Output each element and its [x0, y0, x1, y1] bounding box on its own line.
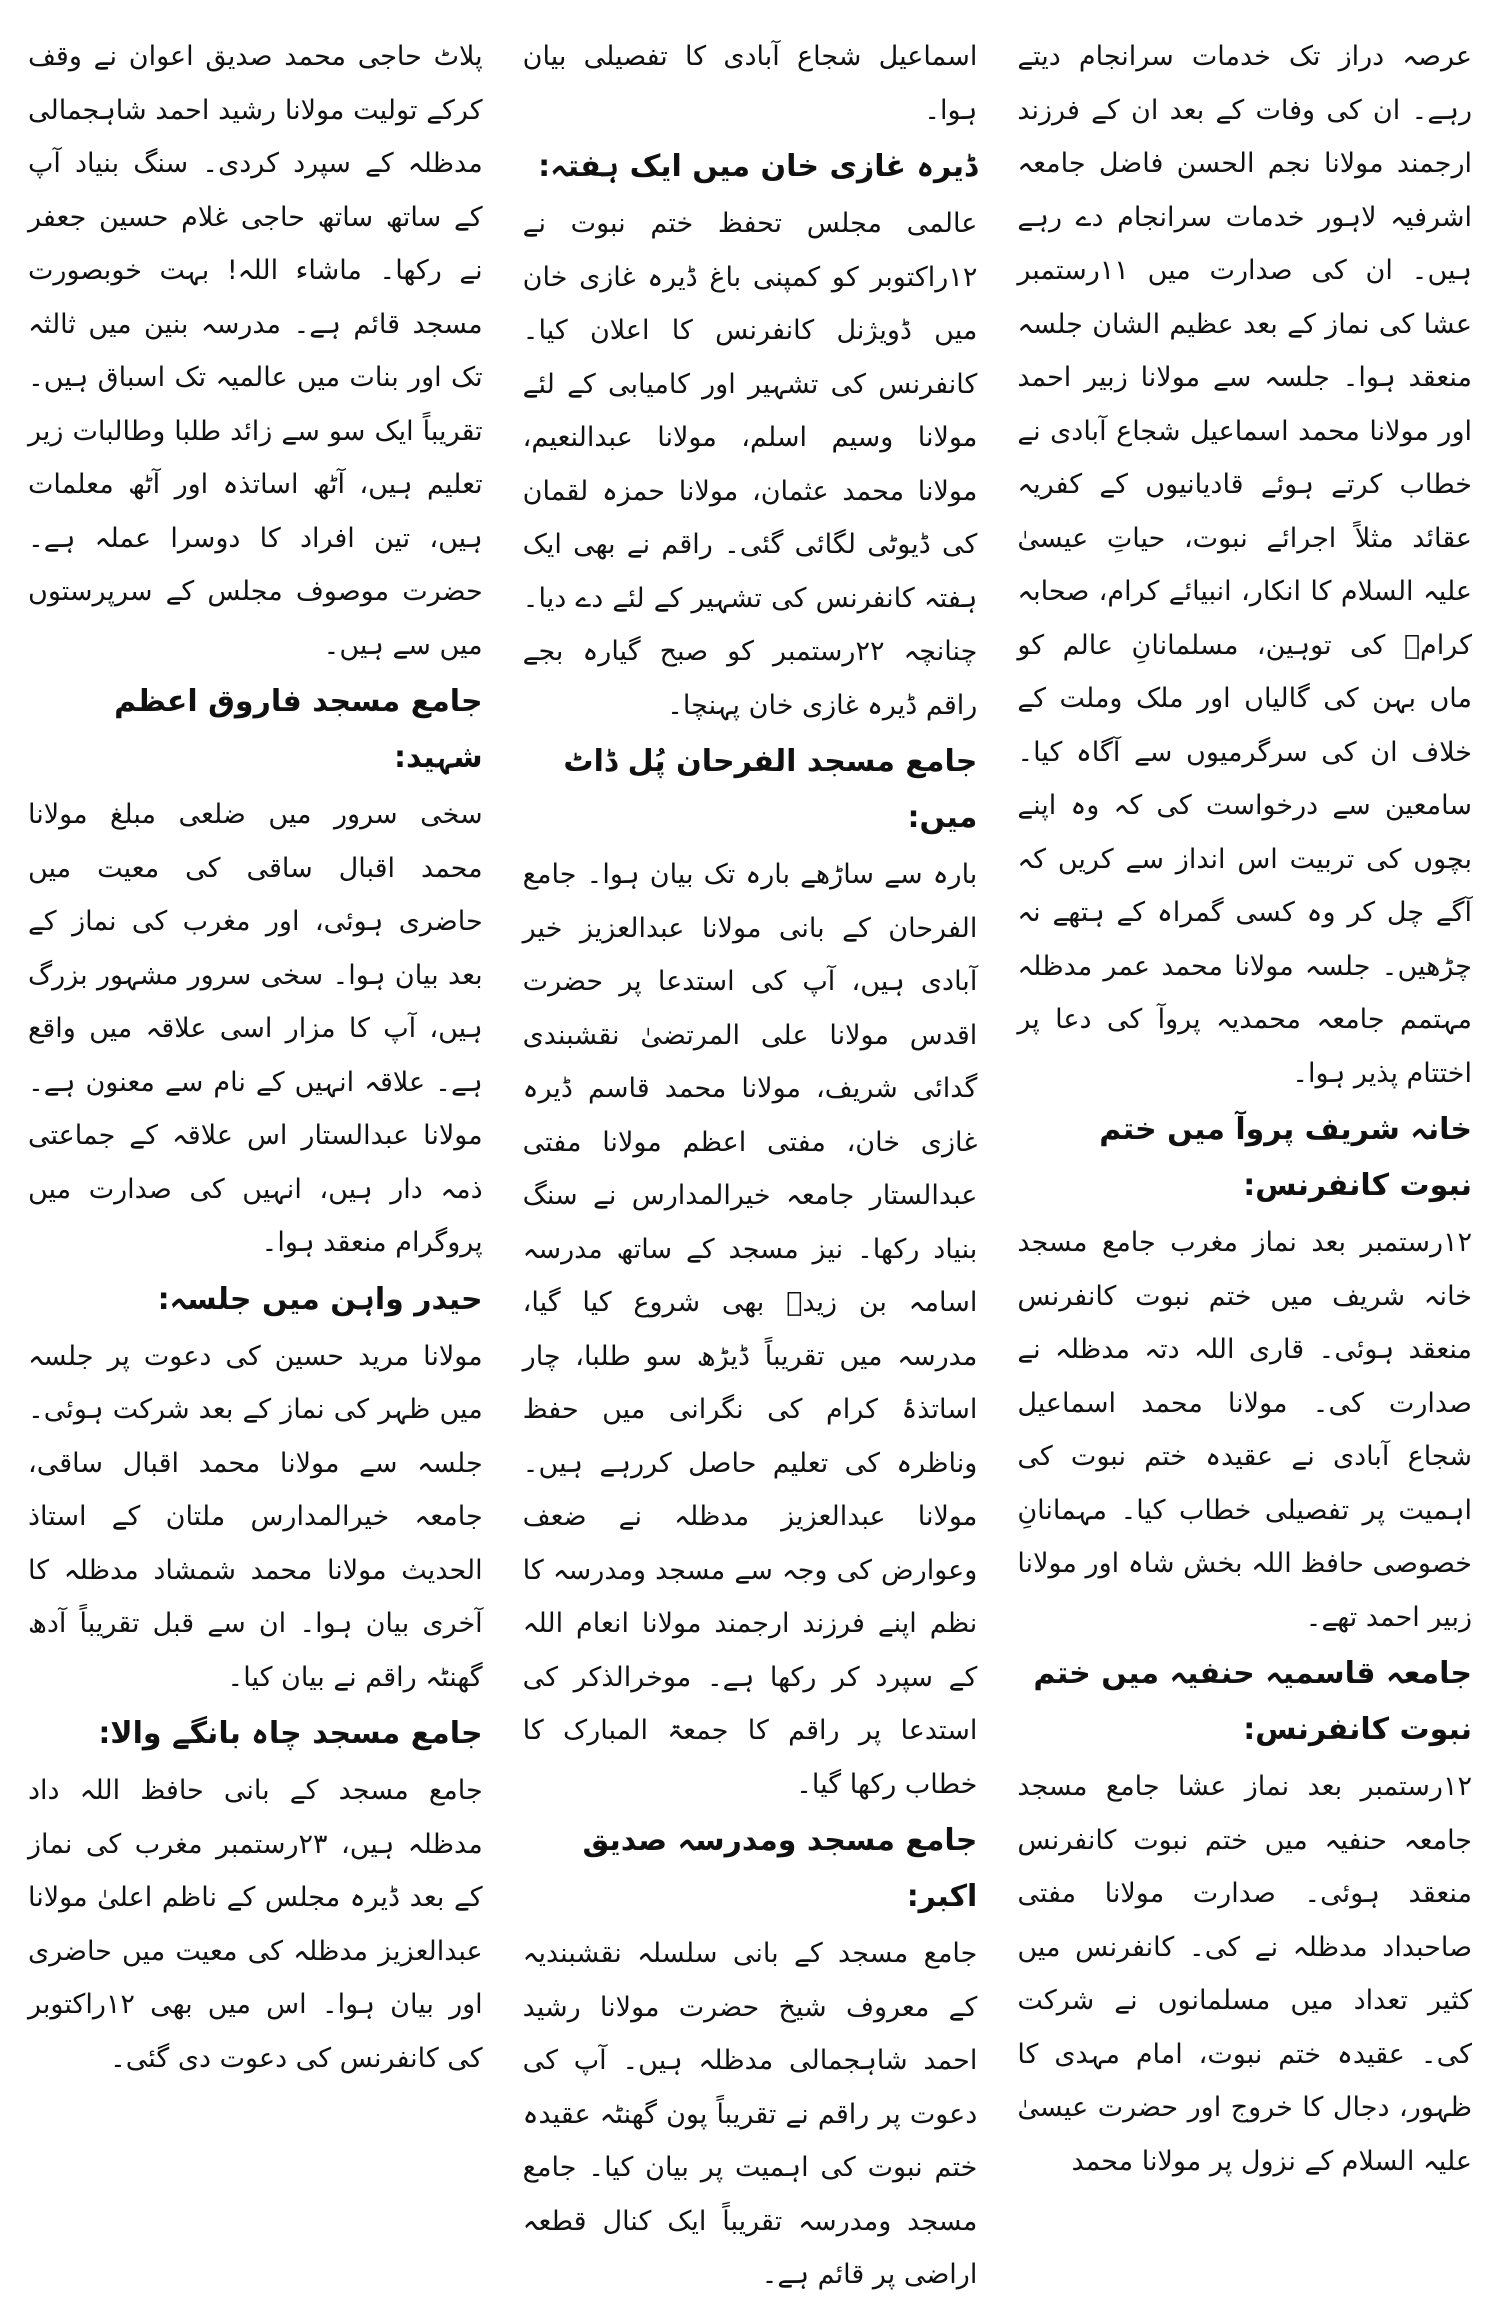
section-heading: جامعہ قاسمیہ حنفیہ میں ختم نبوت کانفرنس: [1033, 1656, 1472, 1747]
paragraph: پلاٹ حاجی محمد صدیق اعوان نے وقف کرکے تولیت مولانا رشید احمد شاہجمالی مدظلہ کے سپرد کردی۔ سنگ بنیاد آپ کے ساتھ ساتھ حاجی غلام حسین جعفر نے رکھا۔ ماشاء اللہ! بہت خوبصورت مسجد قائم ہے۔ مدرسہ بنین میں ثالثہ تک اور بنات میں عالمیہ تک اسباق ہیں۔ تقریباً ایک سو سے زائد طلبا وطالبات زیر تعلیم ہیں، آٹھ اساتذہ اور آٹھ معلمات ہیں، تین افراد کا دوسرا عملہ ہے۔ حضرت موصوف مجلس کے سرپرستوں میں سے ہیں۔ [27, 41, 483, 661]
section-heading: خانہ شریف پروآ میں ختم نبوت کانفرنس: [1099, 1112, 1472, 1203]
section-heading: جامع مسجد ومدرسہ صدیق اکبر: [582, 1823, 978, 1914]
paragraph: عرصہ دراز تک خدمات سرانجام دیتے رہے۔ ان کی وفات کے بعد ان کے فرزند ارجمند مولانا نجم الحسن فاضل جامعہ اشرفیہ لاہور خدمات سرانجام دے رہے ہیں۔ ان کی صدارت میں ۱۱رستمبر عشا کی نماز کے بعد عظیم الشان جلسہ منعقد ہوا۔ جلسہ سے مولانا زبیر احمد اور مولانا محمد اسماعیل شجاع آبادی نے خطاب کرتے ہوئے قادیانیوں کے کفریہ عقائد مثلاً اجرائے نبوت، حیاتِ عیسیٰ علیہ السلام کا انکار، انبیائے کرام، صحابہ کرامؓ کی توہین، مسلمانانِ عالم کو ماں بہن کی گالیاں اور ملک وملت کے خلاف ان کی سرگرمیوں سے آگاہ کیا۔ سامعین سے درخواست کی کہ وہ اپنے بچوں کی تربیت اس انداز سے کریں کہ آگے چل کر وہ کسی گمراہ کے ہتھے نہ چڑھیں۔ جلسہ مولانا محمد عمر مدظلہ مہتمم جامعہ محمدیہ پروآ کی دعا پر اختتام پذیر ہوا۔ [1017, 41, 1472, 1089]
section-heading: جامع مسجد چاہ بانگے والا: [98, 1716, 483, 1751]
paragraph: سخی سرور میں ضلعی مبلغ مولانا محمد اقبال ساقی کی معیت میں حاضری ہوئی، اور مغرب کی نماز کے بعد بیان ہوا۔ سخی سرور مشہور بزرگ ہیں، آپ کا مزار اسی علاقہ میں واقع ہے۔ علاقہ انہیں کے نام سے معنون ہے۔ مولانا عبدالستار اس علاقہ کے جماعتی ذمہ دار ہیں، انہیں کی صدارت میں پروگرام منعقد ہوا۔ [27, 799, 483, 1258]
paragraph: بارہ سے ساڑھے بارہ تک بیان ہوا۔ جامع الفرحان کے بانی مولانا عبدالعزیز خیر آبادی ہیں، آپ کی استدعا پر حضرت اقدس مولانا علی المرتضیٰ نقشبندی گدائی شریف، مولانا محمد قاسم ڈیرہ غازی خان، مفتی اعظم مولانا مفتی عبدالستار جامعہ خیرالمدارس نے سنگ بنیاد رکھا۔ نیز مسجد کے ساتھ مدرسہ اسامہ بن زیدؓ بھی شروع کیا گیا، مدرسہ میں تقریباً ڈیڑھ سو طلبا، چار اساتذۂ کرام کی نگرانی میں حفظ وناظرہ کی تعلیم حاصل کررہے ہیں۔ مولانا عبدالعزیز مدظلہ نے ضعف وعوارض کی وجہ سے مسجد ومدرسہ کا نظم اپنے فرزند ارجمند مولانا انعام اللہ کے سپرد کر رکھا ہے۔ موخرالذکر کی استدعا پر راقم کا جمعۃ المبارک کا خطاب رکھا گیا۔ [522, 859, 978, 1800]
paragraph: جامع مسجد کے بانی سلسلہ نقشبندیہ کے معروف شیخ حضرت مولانا رشید احمد شاہجمالی مدظلہ ہیں۔ آپ کی دعوت پر راقم نے تقریباً پون گھنٹہ عقیدہ ختم نبوت کی اہمیت پر بیان کیا۔ جامع مسجد ومدرسہ تقریباً ایک کنال قطعہ اراضی پر قائم ہے۔ [522, 1938, 978, 2290]
paragraph: ۱۲رستمبر بعد نماز عشا جامع مسجد جامعہ حنفیہ میں ختم نبوت کانفرنس منعقد ہوئی۔ صدارت مولانا مفتی صاحبداد مدظلہ نے کی۔ کانفرنس میں کثیر تعداد میں مسلمانوں نے شرکت کی۔ عقیدہ ختم نبوت، امام مہدی کا ظہور، دجال کا خروج اور حضرت عیسیٰ علیہ السلام کے نزول پر مولانا محمد [1017, 1771, 1472, 2177]
column-right [1017, 30, 1472, 2180]
column-left [28, 30, 483, 2180]
section-heading: جامع مسجد فاروق اعظم شہید: [114, 684, 483, 775]
section-heading: ڈیرہ غازی خان میں ایک ہفتہ: [538, 149, 978, 184]
article-columns [27, 30, 1472, 2290]
paragraph: اسماعیل شجاع آبادی کا تفصیلی بیان ہوا۔ [522, 41, 978, 126]
paragraph: ۱۲رستمبر بعد نماز مغرب جامع مسجد خانہ شریف میں ختم نبوت کانفرنس منعقد ہوئی۔ قاری اللہ دتہ مدظلہ نے صدارت کی۔ مولانا محمد اسماعیل شجاع آبادی نے عقیدہ ختم نبوت کی اہمیت پر تفصیلی خطاب کیا۔ مہمانانِ خصوصی حافظ اللہ بخش شاہ اور مولانا زبیر احمد تھے۔ [1017, 1227, 1472, 1633]
paragraph: مولانا مرید حسین کی دعوت پر جلسہ میں ظہر کی نماز کے بعد شرکت ہوئی۔ جلسہ سے مولانا محمد اقبال ساقی، جامعہ خیرالمدارس ملتان کے استاذ الحدیث مولانا محمد شمشاد مدظلہ کا آخری بیان ہوا۔ ان سے قبل تقریباً آدھ گھنٹہ راقم نے بیان کیا۔ [27, 1340, 483, 1693]
paragraph: عالمی مجلس تحفظ ختم نبوت نے ۱۲راکتوبر کو کمپنی باغ ڈیرہ غازی خان میں ڈویژنل کانفرنس کا اعلان کیا۔ کانفرنس کی تشہیر اور کامیابی کے لئے مولانا وسیم اسلم، مولانا عبدالنعیم، مولانا محمد عثمان، مولانا حمزہ لقمان کی ڈیوٹی لگائی گئی۔ راقم نے بھی ایک ہفتہ کانفرنس کی تشہیر کے لئے دے دیا۔ چنانچہ ۲۲رستمبر کو صبح گیارہ بجے راقم ڈیرہ غازی خان پہنچا۔ [522, 208, 978, 721]
column-middle [522, 30, 978, 2290]
section-heading: جامع مسجد الفرحان پُل ڈاٹ میں: [563, 744, 978, 835]
paragraph: جامع مسجد کے بانی حافظ اللہ داد مدظلہ ہیں، ۲۳رستمبر مغرب کی نماز کے بعد ڈیرہ مجلس کے ناظم اعلیٰ مولانا عبدالعزیز مدظلہ کی معیت میں حاضری اور بیان ہوا۔ اس میں بھی ۱۲راکتوبر کی کانفرنس کی دعوت دی گئی۔ [27, 1775, 483, 2074]
section-heading: حیدر واہن میں جلسہ: [157, 1281, 483, 1317]
